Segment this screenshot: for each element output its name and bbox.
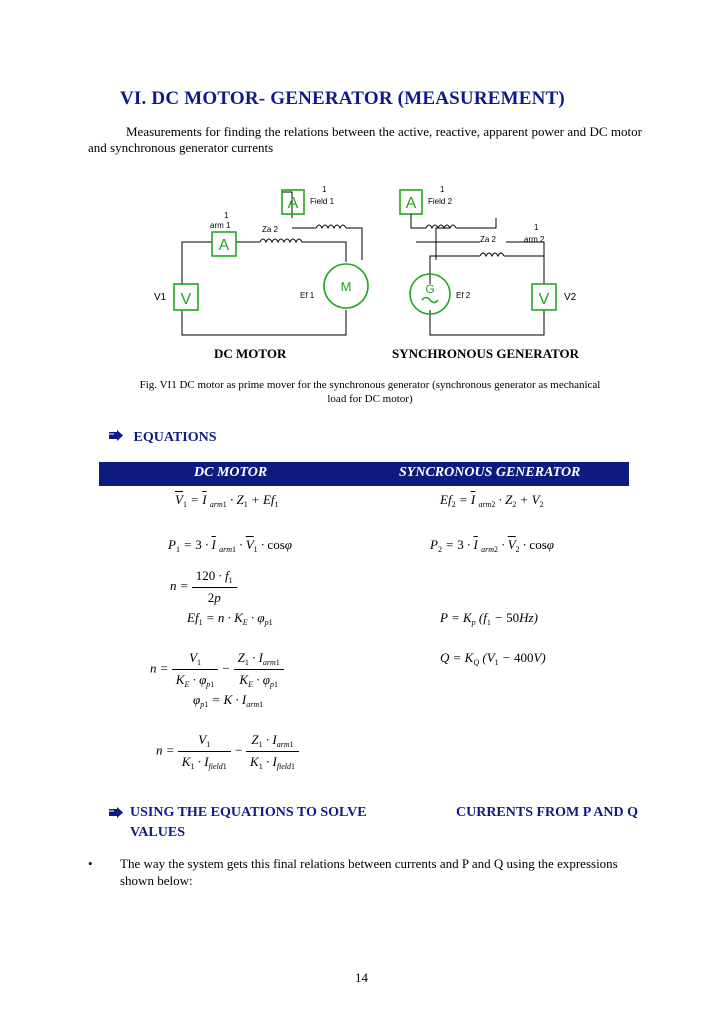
eq-gen-voltage: $Ef_2 = \overline{I}$ $_{arm2} \cdot Z_2 + V_2$ [440,492,544,509]
generator-symbol: G [425,282,435,296]
field-ammeter-1-symbol: A [287,195,299,212]
table-header-generator: SYNCRONOUS GENERATOR [399,465,581,480]
eq-gen-reactive-power: $Q = K_Q$ $(V_1 - 400V)$ [440,650,546,667]
field-1-label: Field 1 [310,197,335,206]
voltmeter-1-symbol: V [180,291,192,308]
bullet-text: The way the system gets this final relations between currents and P and Q using the expressions shown below: [120,856,618,888]
ef1-label: Ef 1 [300,291,315,300]
za-coil-1 [260,239,302,242]
solve-currents-heading [108,803,638,843]
v1-label: V1 [154,292,167,303]
eq-motor-speed: n = $\frac{120 \cdot f_1}{2p}$ [170,568,237,606]
equations-heading [108,430,216,446]
field-2-label: Field 2 [428,197,453,206]
v2-label: V2 [564,292,577,303]
equations-table-header [99,462,629,486]
bullet-dot-icon: • [88,856,93,871]
za-1-label: Za 2 [262,225,279,234]
eq-gen-active-power: $P = K_p$ $(f_1 - 50Hz)$ [440,610,538,627]
equations-heading-text: EQUATIONS [133,430,217,445]
field-2-index: 1 [440,185,445,194]
eq-motor-speed-2: n = $\frac{V_1}{K_E \cdot \varphi_{p1}}$ − $\frac{Z_1 \cdot I_{arm1}}{K_E \cdot \varphi_{p1}}$ [150,650,284,689]
arrow-bullet-icon [108,430,124,441]
eq-motor-emf: $Ef_1 = n \cdot K_E \cdot \varphi_{p1}$ [187,610,273,627]
field-ammeter-2-symbol: A [405,195,417,212]
dc-motor-caption: DC MOTOR [214,346,287,361]
field-1-index: 1 [322,185,327,194]
page-title: VI. DC MOTOR- GENERATOR (MEASUREMENT) [120,88,565,109]
solve-heading-line2: VALUES [130,825,185,840]
figure-caption: Fig. VI1 DC motor as prime mover for the synchronous generator (synchronous generator as mechanical load for DC motor) [139,379,601,405]
solve-heading-part1: USING THE EQUATIONS TO SOLVE [130,805,367,820]
arm-1-index: 1 [224,211,229,220]
motor-symbol: M [340,279,352,294]
arm-1-label: arm 1 [210,221,231,230]
voltmeter-2-symbol: V [538,291,550,308]
table-header-dc-motor: DC MOTOR [194,465,268,480]
solve-heading-part2: CURRENTS FROM P AND Q [455,805,638,820]
ef2-label: Ef 2 [456,291,471,300]
eq-motor-flux: $\varphi_{p1} = K \cdot I_{arm1}$ [193,692,264,709]
za-2-label: Za 2 [480,235,497,244]
eq-motor-speed-3: n = $\frac{V_1}{K_1 \cdot I_{field1}}$ − $\frac{Z_1 \cdot I_{arm1}}{K_1 \cdot I_{field1}}$ [156,732,299,771]
arrow-bullet-icon [108,807,124,818]
generator-caption: SYNCHRONOUS GENERATOR [392,346,579,361]
za-coil-2 [480,253,504,256]
arm-2-label: arm 2 [524,235,545,244]
intro-paragraph: Measurements for finding the relations between the active, reactive, apparent power and DC motor and synchronous generator currents [88,124,642,155]
eq-gen-power: $P_2 = 3 \cdot \overline{I}$ $_{arm2} \cdot \overline{V}_2 \cdot \cos\varphi$ [430,537,554,554]
arm-ammeter-1-symbol: A [218,237,230,254]
field-coil-1 [316,225,346,228]
arm-2-index: 1 [534,223,539,232]
circuit-diagram [150,180,590,340]
page-number: 14 [355,970,368,985]
eq-motor-power: $P_1 = 3 \cdot \overline{I}$ $_{arm1} \cdot \overline{V}_1 \cdot \cos\varphi$ [168,537,292,554]
eq-motor-voltage: $\overline{V}_1 = \overline{I}$ $_{arm1} \cdot Z_1 + Ef_1$ [175,492,279,509]
